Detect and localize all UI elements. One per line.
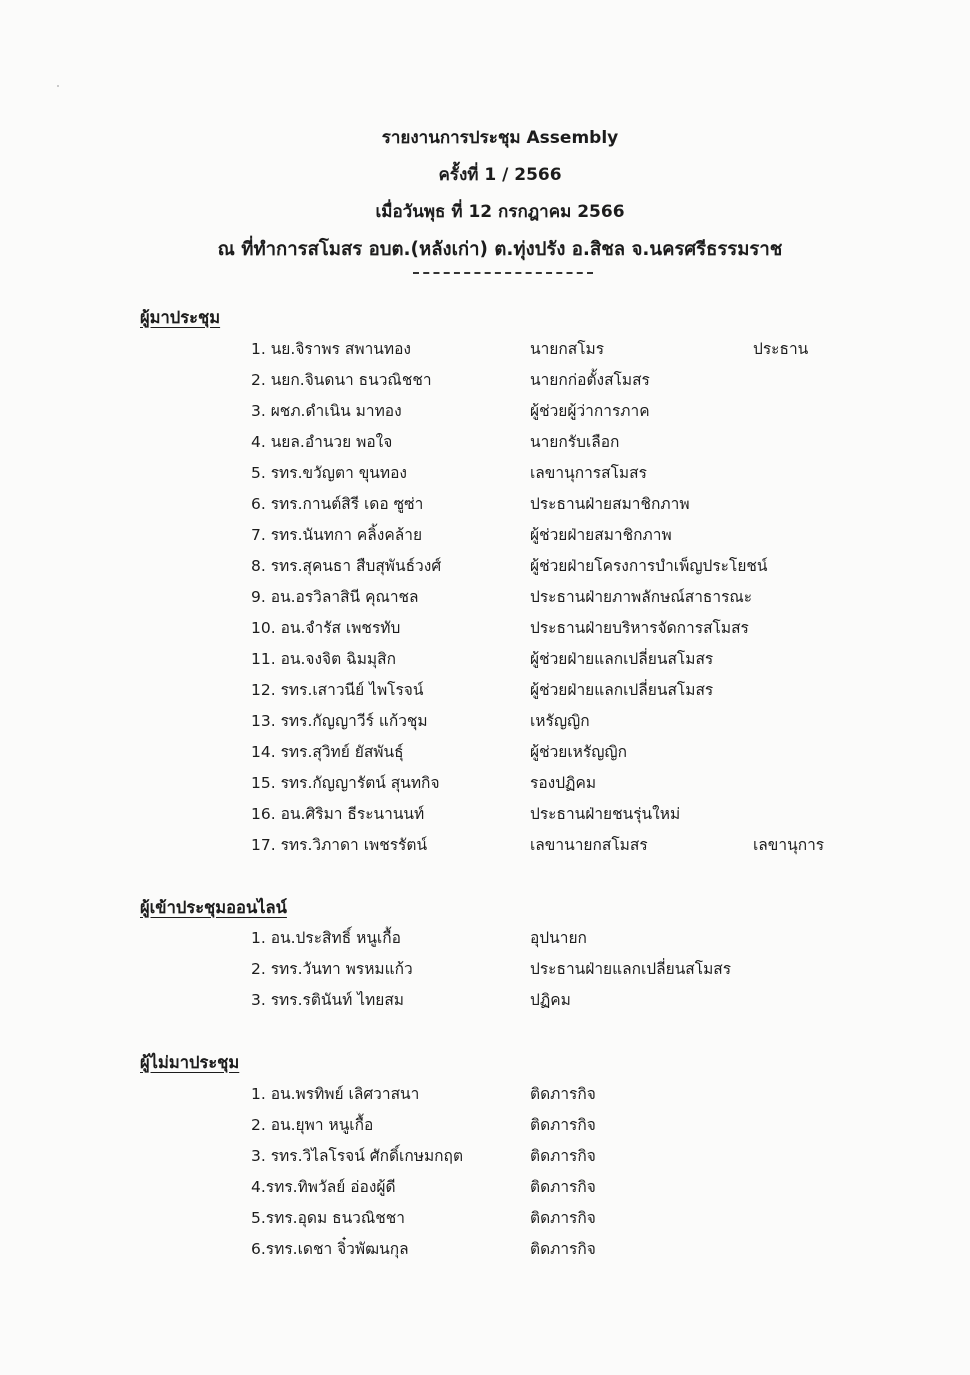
- meeting-session: ครั้งที่ 1 / 2566: [438, 165, 562, 185]
- member-role: ประธานฝ่ายชนรุ่นใหม่: [530, 805, 681, 823]
- member-name: 13. รทร.กัญญาวีร์ แก้วชุม: [251, 712, 428, 730]
- list-item: [0, 458, 970, 489]
- member-role: ผู้ช่วยเหรัญญิก: [530, 743, 628, 761]
- attendees-list: [0, 334, 970, 861]
- list-item: [0, 489, 970, 520]
- member-name: 3. รทร.รตินันท์ ไทยสม: [251, 991, 405, 1009]
- list-item: [0, 954, 970, 985]
- member-name: 10. อน.จำรัส เพชรทับ: [251, 619, 401, 637]
- list-item: [0, 613, 970, 644]
- online-list: [0, 923, 970, 1016]
- meeting-date: เมื่อวันพุธ ที่ 12 กรกฎาคม 2566: [375, 202, 625, 222]
- member-status: ติดภารกิจ: [530, 1116, 596, 1134]
- member-name: 1. นย.จิราพร สพานทอง: [251, 340, 411, 358]
- member-role: อุปนายก: [530, 929, 587, 947]
- member-status: ติดภารกิจ: [530, 1178, 596, 1196]
- member-role: ประธานฝ่ายภาพลักษณ์สาธารณะ: [530, 588, 753, 606]
- member-role: นายกสโมร: [530, 340, 605, 358]
- member-role: ประธานฝ่ายบริหารจัดการสโมสร: [530, 619, 749, 637]
- list-item: [0, 706, 970, 737]
- list-item: [0, 1203, 970, 1234]
- member-name: 1. อน.พรทิพย์ เลิศวาสนา: [251, 1085, 420, 1103]
- list-item: [0, 582, 970, 613]
- list-item: [0, 923, 970, 954]
- member-role: ประธานฝ่ายสมาชิกภาพ: [530, 495, 690, 513]
- list-item: [0, 985, 970, 1016]
- header-divider: [413, 272, 593, 274]
- document-title: รายงานการประชุม Assembly: [381, 128, 619, 148]
- member-name: 12. รทร.เสาวนีย์ ไพโรจน์: [251, 681, 424, 699]
- list-item: [0, 520, 970, 551]
- member-role: ประธานฝ่ายแลกเปลี่ยนสโมสร: [530, 960, 732, 978]
- member-status: ติดภารกิจ: [530, 1209, 596, 1227]
- member-name: 16. อน.ศิริมา ธีระนานนท์: [251, 805, 425, 823]
- member-name: 2. รทร.วันทา พรหมแก้ว: [251, 960, 413, 978]
- section-title-attendees: ผู้มาประชุม: [140, 308, 221, 327]
- member-note: ประธาน: [753, 340, 809, 358]
- member-name: 4.รทร.ทิพวัลย์ อ่องผู้ดี: [251, 1178, 396, 1196]
- scan-speck: [57, 85, 59, 87]
- list-item: [0, 768, 970, 799]
- list-item: [0, 365, 970, 396]
- member-role: เหรัญญิก: [530, 712, 590, 730]
- member-name: 1. อน.ประสิทธิ์ หนูเกื้อ: [251, 929, 401, 947]
- member-name: 9. อน.อรวิลาสินี คุณาชล: [251, 588, 419, 606]
- member-role: ผู้ช่วยฝ่ายแลกเปลี่ยนสโมสร: [530, 650, 714, 668]
- list-item: [0, 644, 970, 675]
- section-title-absent: ผู้ไม่มาประชุม: [140, 1053, 240, 1072]
- member-role: นายกรับเลือก: [530, 433, 620, 451]
- list-item: [0, 334, 970, 365]
- member-name: 2. อน.ยุพา หนูเกื้อ: [251, 1116, 374, 1134]
- member-name: 15. รทร.กัญญารัตน์ สุนทกิจ: [251, 774, 440, 792]
- member-role: ปฏิคม: [530, 991, 571, 1009]
- absent-list: [0, 1079, 970, 1265]
- member-name: 6.รทร.เดชา จิ๋วพัฒนกุล: [251, 1240, 409, 1258]
- section-title-online: ผู้เข้าประชุมออนไลน์: [140, 898, 287, 917]
- list-item: [0, 1079, 970, 1110]
- member-role: ผู้ช่วยฝ่ายแลกเปลี่ยนสโมสร: [530, 681, 714, 699]
- member-name: 3. ผชภ.ดำเนิน มาทอง: [251, 402, 402, 420]
- list-item: [0, 1172, 970, 1203]
- list-item: [0, 830, 970, 861]
- member-role: ผู้ช่วยฝ่ายโครงการบำเพ็ญประโยชน์: [530, 557, 768, 575]
- list-item: [0, 737, 970, 768]
- member-role: เลขานายกสโมสร: [530, 836, 648, 854]
- member-note: เลขานุการ: [753, 836, 825, 854]
- list-item: [0, 1234, 970, 1265]
- member-name: 5. รทร.ขวัญตา ขุนทอง: [251, 464, 407, 482]
- list-item: [0, 675, 970, 706]
- member-role: ผู้ช่วยฝ่ายสมาชิกภาพ: [530, 526, 672, 544]
- meeting-location: ณ ที่ทำการสโมสร อบต.(หลังเก่า) ต.ทุ่งปรัง อ.สิชล จ.นครศรีธรรมราช: [217, 239, 783, 260]
- list-item: [0, 799, 970, 830]
- list-item: [0, 396, 970, 427]
- list-item: [0, 551, 970, 582]
- member-status: ติดภารกิจ: [530, 1147, 596, 1165]
- member-name: 2. นยก.จินดนา ธนวณิชชา: [251, 371, 432, 389]
- member-role: นายกก่อตั้งสโมสร: [530, 371, 650, 389]
- member-role: รองปฏิคม: [530, 774, 597, 792]
- list-item: [0, 1110, 970, 1141]
- document-header: [0, 120, 970, 268]
- member-name: 7. รทร.นันทกา คลิ้งคล้าย: [251, 526, 423, 544]
- member-name: 4. นยล.อำนวย พอใจ: [251, 433, 393, 451]
- member-name: 11. อน.จงจิต ฉิมมุสิก: [251, 650, 396, 668]
- member-name: 17. รทร.วิภาดา เพชรรัตน์: [251, 836, 428, 854]
- list-item: [0, 1141, 970, 1172]
- list-item: [0, 427, 970, 458]
- member-name: 8. รทร.สุคนธา สืบสุพันธ์วงศ์: [251, 557, 442, 575]
- member-status: ติดภารกิจ: [530, 1085, 596, 1103]
- member-name: 6. รทร.กานต์สิรี เดอ ซูซ่า: [251, 495, 424, 513]
- member-name: 5.รทร.อุดม ธนวณิชชา: [251, 1209, 405, 1227]
- member-name: 14. รทร.สุวิทย์ ยัสพันธุ์: [251, 743, 404, 761]
- member-status: ติดภารกิจ: [530, 1240, 596, 1258]
- member-name: 3. รทร.วิไลโรจน์ ศักดิ์เกษมกฤต: [251, 1147, 464, 1165]
- member-role: ผู้ช่วยผู้ว่าการภาค: [530, 402, 650, 420]
- member-role: เลขานุการสโมสร: [530, 464, 647, 482]
